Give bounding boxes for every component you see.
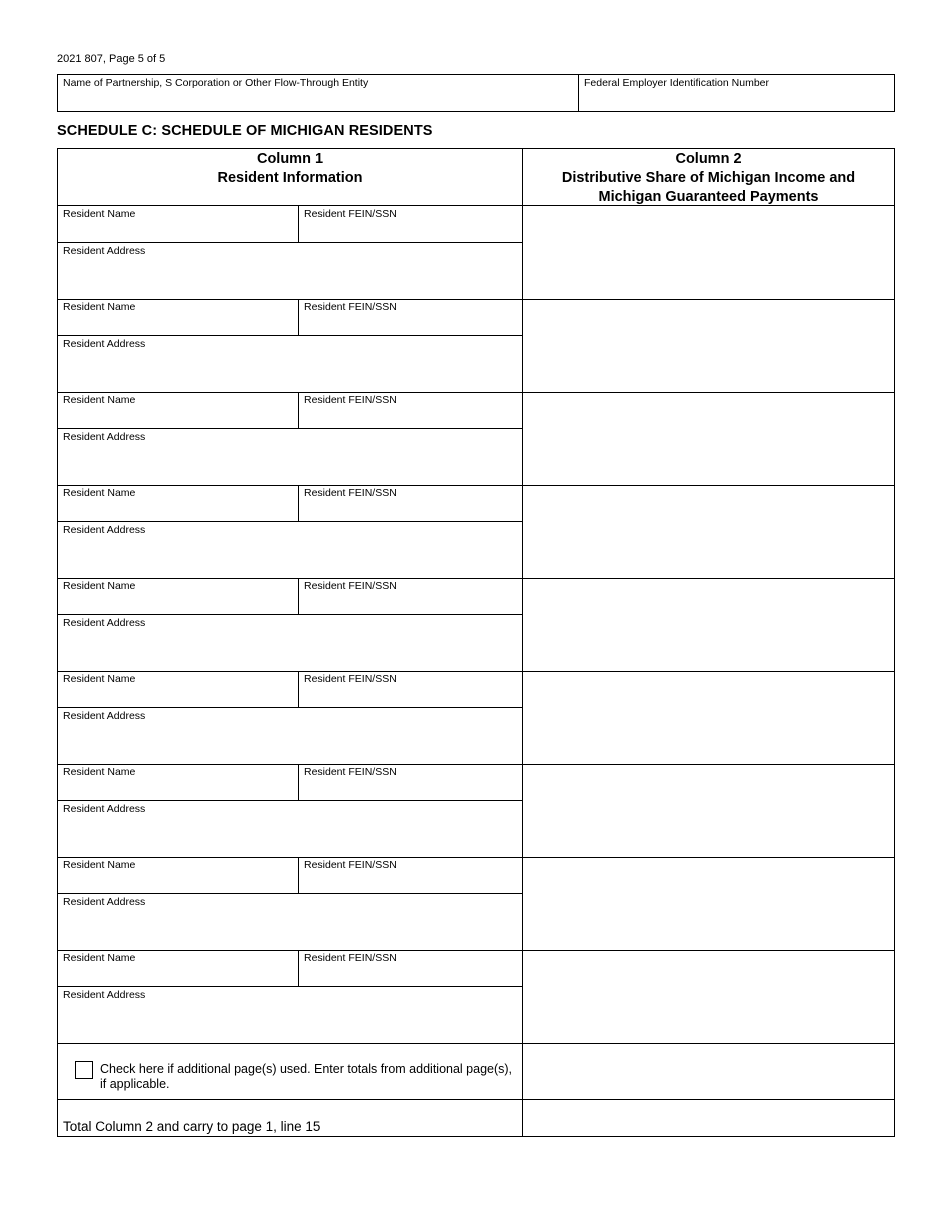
resident-address-label: Resident Address bbox=[63, 896, 146, 908]
resident-name-label: Resident Name bbox=[63, 394, 136, 406]
resident-schedule-table bbox=[57, 148, 895, 1137]
entity-info-row bbox=[57, 74, 895, 112]
resident-entry bbox=[58, 671, 894, 765]
resident-fein-field[interactable] bbox=[299, 206, 523, 243]
resident-address-label: Resident Address bbox=[63, 989, 146, 1001]
additional-pages-amount-field[interactable] bbox=[523, 1043, 894, 1099]
resident-fein-label: Resident FEIN/SSN bbox=[304, 673, 397, 685]
distributive-share-field[interactable] bbox=[523, 299, 894, 392]
entity-name-label: Name of Partnership, S Corporation or Other Flow-Through Entity bbox=[63, 77, 369, 89]
resident-name-label: Resident Name bbox=[63, 766, 136, 778]
additional-pages-checkbox[interactable] bbox=[75, 1061, 93, 1079]
distributive-share-field[interactable] bbox=[523, 857, 894, 950]
resident-name-field[interactable] bbox=[58, 857, 299, 894]
resident-name-field[interactable] bbox=[58, 671, 299, 708]
distributive-share-field[interactable] bbox=[523, 671, 894, 764]
resident-name-field[interactable] bbox=[58, 299, 299, 336]
resident-fein-field[interactable] bbox=[299, 578, 523, 615]
total-row bbox=[58, 1099, 894, 1136]
resident-entry bbox=[58, 299, 894, 393]
resident-fein-field[interactable] bbox=[299, 485, 523, 522]
fein-field[interactable] bbox=[579, 75, 894, 111]
resident-entry bbox=[58, 485, 894, 579]
distributive-share-field[interactable] bbox=[523, 206, 894, 299]
resident-address-field[interactable] bbox=[58, 987, 523, 1043]
schedule-title: SCHEDULE C: SCHEDULE OF MICHIGAN RESIDENTS bbox=[57, 123, 433, 139]
resident-entry bbox=[58, 857, 894, 951]
resident-name-label: Resident Name bbox=[63, 952, 136, 964]
resident-fein-field[interactable] bbox=[299, 764, 523, 801]
resident-fein-label: Resident FEIN/SSN bbox=[304, 766, 397, 778]
resident-entry bbox=[58, 392, 894, 486]
distributive-share-field[interactable] bbox=[523, 578, 894, 671]
resident-address-label: Resident Address bbox=[63, 710, 146, 722]
resident-name-field[interactable] bbox=[58, 950, 299, 987]
column-1-title: Column 1 bbox=[256, 151, 324, 167]
resident-fein-label: Resident FEIN/SSN bbox=[304, 859, 397, 871]
resident-fein-label: Resident FEIN/SSN bbox=[304, 394, 397, 406]
resident-address-field[interactable] bbox=[58, 708, 523, 764]
total-label-cell bbox=[58, 1099, 523, 1136]
resident-address-label: Resident Address bbox=[63, 338, 146, 350]
distributive-share-field[interactable] bbox=[523, 764, 894, 857]
column-2-header bbox=[523, 149, 894, 206]
resident-address-field[interactable] bbox=[58, 336, 523, 392]
resident-fein-field[interactable] bbox=[299, 857, 523, 894]
column-1-header bbox=[58, 149, 523, 206]
page-header: 2021 807, Page 5 of 5 bbox=[57, 53, 166, 65]
entity-name-field[interactable] bbox=[58, 75, 579, 111]
resident-name-label: Resident Name bbox=[63, 208, 136, 220]
resident-address-field[interactable] bbox=[58, 429, 523, 485]
resident-name-field[interactable] bbox=[58, 578, 299, 615]
resident-address-label: Resident Address bbox=[63, 431, 146, 443]
resident-address-label: Resident Address bbox=[63, 245, 146, 257]
resident-fein-label: Resident FEIN/SSN bbox=[304, 580, 397, 592]
resident-fein-label: Resident FEIN/SSN bbox=[304, 301, 397, 313]
resident-address-field[interactable] bbox=[58, 522, 523, 578]
resident-name-field[interactable] bbox=[58, 392, 299, 429]
resident-fein-field[interactable] bbox=[299, 299, 523, 336]
resident-name-label: Resident Name bbox=[63, 673, 136, 685]
additional-pages-cell bbox=[58, 1043, 523, 1099]
resident-address-field[interactable] bbox=[58, 615, 523, 671]
resident-entry bbox=[58, 950, 894, 1044]
resident-fein-field[interactable] bbox=[299, 950, 523, 987]
fein-label: Federal Employer Identification Number bbox=[584, 77, 770, 89]
column-2-subtitle-line1: Distributive Share of Michigan Income and bbox=[561, 170, 856, 186]
column-2-title: Column 2 bbox=[675, 151, 742, 167]
resident-name-label: Resident Name bbox=[63, 859, 136, 871]
additional-pages-row bbox=[58, 1043, 894, 1100]
resident-address-label: Resident Address bbox=[63, 524, 146, 536]
resident-entry bbox=[58, 206, 894, 300]
resident-fein-field[interactable] bbox=[299, 671, 523, 708]
resident-entry bbox=[58, 578, 894, 672]
resident-address-field[interactable] bbox=[58, 894, 523, 950]
resident-name-field[interactable] bbox=[58, 206, 299, 243]
column-1-subtitle: Resident Information bbox=[217, 170, 363, 186]
resident-address-label: Resident Address bbox=[63, 803, 146, 815]
resident-fein-field[interactable] bbox=[299, 392, 523, 429]
resident-address-label: Resident Address bbox=[63, 617, 146, 629]
resident-address-field[interactable] bbox=[58, 243, 523, 299]
resident-fein-label: Resident FEIN/SSN bbox=[304, 487, 397, 499]
resident-fein-label: Resident FEIN/SSN bbox=[304, 208, 397, 220]
resident-name-field[interactable] bbox=[58, 485, 299, 522]
distributive-share-field[interactable] bbox=[523, 950, 894, 1043]
distributive-share-field[interactable] bbox=[523, 485, 894, 578]
total-amount-field[interactable] bbox=[523, 1099, 894, 1136]
total-label: Total Column 2 and carry to page 1, line 15 bbox=[63, 1119, 321, 1134]
resident-name-label: Resident Name bbox=[63, 487, 136, 499]
resident-address-field[interactable] bbox=[58, 801, 523, 857]
distributive-share-field[interactable] bbox=[523, 392, 894, 485]
resident-name-field[interactable] bbox=[58, 764, 299, 801]
column-2-subtitle-line2: Michigan Guaranteed Payments bbox=[598, 189, 819, 205]
resident-fein-label: Resident FEIN/SSN bbox=[304, 952, 397, 964]
additional-pages-label: Check here if additional page(s) used. Enter totals from additional page(s), if applicable. bbox=[100, 1062, 513, 1091]
resident-name-label: Resident Name bbox=[63, 580, 136, 592]
resident-entry bbox=[58, 764, 894, 858]
resident-name-label: Resident Name bbox=[63, 301, 136, 313]
